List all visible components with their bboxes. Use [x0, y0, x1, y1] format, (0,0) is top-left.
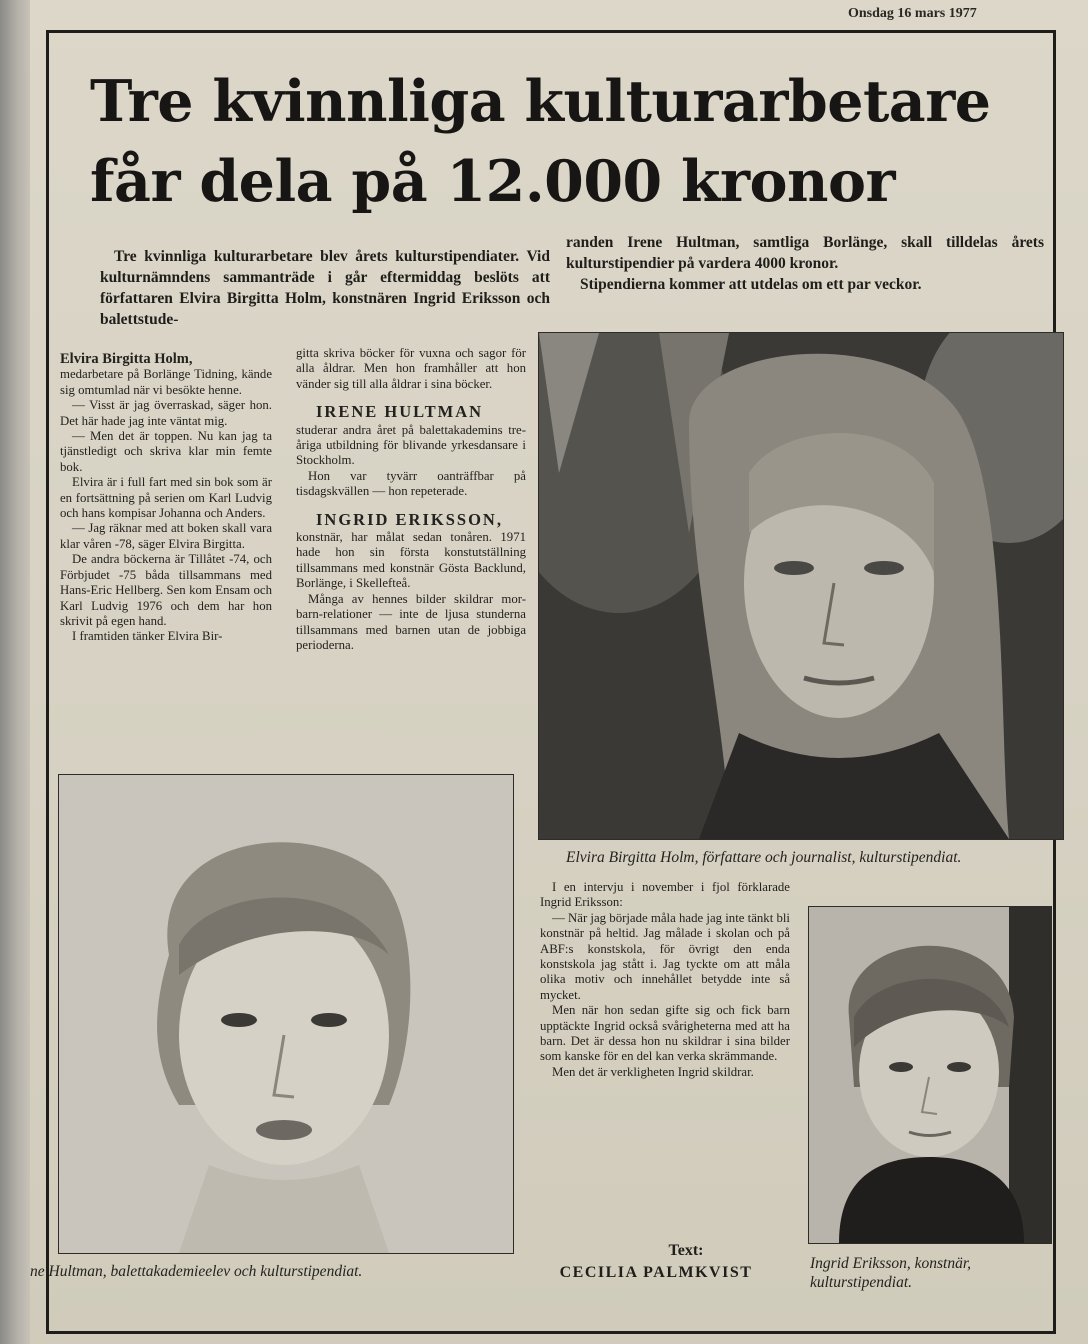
column-paragraph: Men när hon sedan gifte sig och fick barn upptäckte Ingrid också svårigheterna med att ha barn. Det är dessa hon nu skildrar i sina bilder som kanske för en del kan verka skrämmande.: [540, 1003, 790, 1064]
photo-ingrid: [808, 906, 1052, 1244]
caption-elvira: Elvira Birgitta Holm, författare och journalist, kulturstipendiat.: [566, 849, 962, 866]
elvira-heading: Elvira Birgitta Holm,: [60, 351, 193, 367]
column-paragraph: Många av hennes bilder skildrar mor-barn-relationer — inte de ljusa stunderna tillsammans med barnen utan de jobbiga perioderna.: [296, 591, 526, 652]
column-paragraph: Men det är verkligheten Ingrid skildrar.: [552, 1064, 754, 1079]
column-paragraph: Hon var tyvärr oanträffbar på tisdagskvällen — hon repeterade.: [296, 468, 526, 499]
column-paragraph: De andra böckerna är Tillåtet -74, och Förbjudet -75 båda tillsammans med Hans-Eric Hellberg. Sen kom Ensam och Karl Ludvig 1976 och dem har hon skrivit på egen hand.: [60, 552, 272, 628]
photo-elvira: [538, 332, 1064, 840]
column-paragraph: Elvira är i full fart med sin bok som är en fortsättning på serien om Karl Ludvig och hans kompisar Johanna och Anders.: [60, 475, 272, 521]
lead-right-text: randen Irene Hultman, samtliga Borlänge, skall tilldelas årets kulturstipendier på vardera 4000 kronor.: [566, 234, 1044, 272]
irene-heading: IRENE HULTMAN: [316, 402, 484, 422]
column-paragraph: studerar andra året på balettakademins tre-åriga utbildning för blivande yrkesdansare i Stockholm.: [296, 422, 526, 468]
column-paragraph: konstnär, har målat sedan tonåren. 1971 hade hon sin första konstutställning tillsammans med konstnär Gösta Backlund, Borlänge, i Skellefteå.: [296, 530, 526, 591]
column-paragraph: I framtiden tänker Elvira Bir-: [72, 629, 223, 644]
column-paragraph: — Men det är toppen. Nu kan jag ta tjänstledigt och skriva klar min femte bok.: [60, 429, 272, 474]
byline: [546, 1240, 766, 1284]
caption-ingrid: Ingrid Eriksson, konstnär, kulturstipendiat.: [810, 1255, 972, 1291]
column-paragraph: I en intervju i november i fjol förklarade Ingrid Eriksson:: [540, 880, 790, 910]
column-paragraph: gitta skriva böcker för vuxna och sagor för alla åldrar. Men hon framhåller att hon vänder sig till alla åldrar i sina böcker.: [296, 346, 526, 391]
column-paragraph: — Jag räknar med att boken skall vara klar våren -78, säger Elvira Birgitta.: [60, 521, 272, 551]
ingrid-heading: INGRID ERIKSSON,: [316, 509, 503, 529]
caption-irene: ne Hultman, balettakademieelev och kulturstipendiat.: [30, 1263, 363, 1280]
byline-author: CECILIA PALMKVIST: [559, 1264, 753, 1281]
byline-label: Text:: [668, 1242, 704, 1259]
photo-irene: [58, 774, 514, 1254]
lead-paragraph-left: Tre kvinnliga kulturarbetare blev årets kulturstipendiater. Vid kulturnämndens sammanträde i går eftermiddag beslöts att författaren Elvira Birgitta Holm, konstnären Ingrid Eriksson och balettstude-: [100, 248, 550, 328]
lead-right-closing: Stipendierna kommer att utdelas om ett par veckor.: [580, 276, 922, 293]
column-elvira: [60, 352, 272, 645]
column-irene-ingrid: [296, 346, 526, 653]
headline-line-1: Tre kvinnliga kulturarbetare: [90, 68, 991, 135]
column-paragraph: — Visst är jag överraskad, säger hon. Det här hade jag inte väntat mig.: [60, 398, 272, 428]
headline: [90, 62, 1050, 222]
column-paragraph: — När jag började måla hade jag inte tänkt bli konstnär på heltid. Jag målade i skolan och på ABF:s konstskola, för övrigt den enda konstskola jag stått i. Jag tyckte om att måla olika motiv och innehållet betydde inte så mycket.: [540, 910, 790, 1002]
column-paragraph: medarbetare på Borlänge Tidning, kände sig omtumlad när vi besökte henne.: [60, 367, 272, 397]
lead-paragraph-right: [566, 232, 1044, 295]
column-interview: [540, 880, 790, 1080]
headline-line-2: får dela på 12.000 kronor: [90, 148, 896, 215]
issue-date: Onsdag 16 mars 1977: [848, 6, 977, 21]
